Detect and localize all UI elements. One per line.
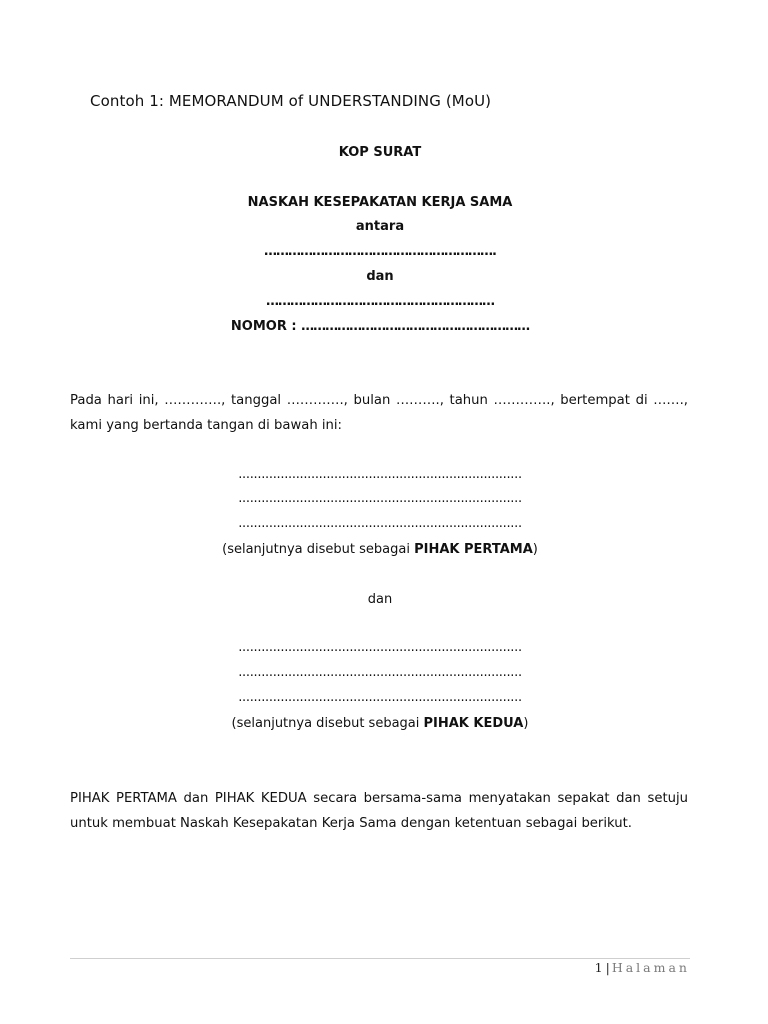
pihak-pertama-label: PIHAK PERTAMA [414,542,533,557]
note-suffix: ) [523,716,529,731]
page-label: Halaman [611,960,690,975]
dan-label: dan [367,592,393,607]
pihak-kedua-label: PIHAK KEDUA [423,716,524,731]
document-heading: Contoh 1: MEMORANDUM of UNDERSTANDING (MoU) [90,92,492,110]
nomor-label: NOMOR : [230,319,297,334]
dan-bold-label: dan [366,269,394,284]
page-number: 1 [594,960,603,975]
note-prefix: (selanjutnya disebut sebagai [222,542,415,557]
agreement-title: NASKAH KESEPAKATAN KERJA SAMA [247,195,513,210]
intro-paragraph: Pada hari ini, …………., tanggal …………., bulan ………., tahun …………., bertempat di ……., kami yang bertanda tangan di bawah ini: [70,393,688,433]
pihak-pertama-line: .......................................................................... [238,516,522,531]
closing-paragraph: PIHAK PERTAMA dan PIHAK KEDUA secara bersama-sama menyatakan sepakat dan setuju untuk membuat Naskah Kesepakatan Kerja Sama dengan ketentuan sebagai berikut. [70,791,688,831]
pihak-pertama-line: .......................................................................... [238,467,522,482]
antara-label: antara [355,219,405,234]
nomor-value: ………………………………………………… [301,319,530,334]
party2-placeholder: ………………………………………………… [266,294,494,309]
pihak-kedua-line: .......................................................................... [238,690,522,705]
note-prefix: (selanjutnya disebut sebagai [231,716,424,731]
pihak-kedua-line: .......................................................................... [238,640,522,655]
party1-placeholder: …………………………………………………. [264,244,496,259]
note-suffix: ) [532,542,538,557]
footer-separator: | [605,960,610,975]
kop-surat: KOP SURAT [338,145,422,160]
pihak-pertama-note [0,542,760,557]
page-footer [595,960,690,975]
footer-divider [70,958,690,959]
pihak-kedua-note [0,716,760,731]
pihak-pertama-line: .......................................................................... [238,491,522,506]
pihak-kedua-line: .......................................................................... [238,665,522,680]
nomor-line [0,319,760,334]
